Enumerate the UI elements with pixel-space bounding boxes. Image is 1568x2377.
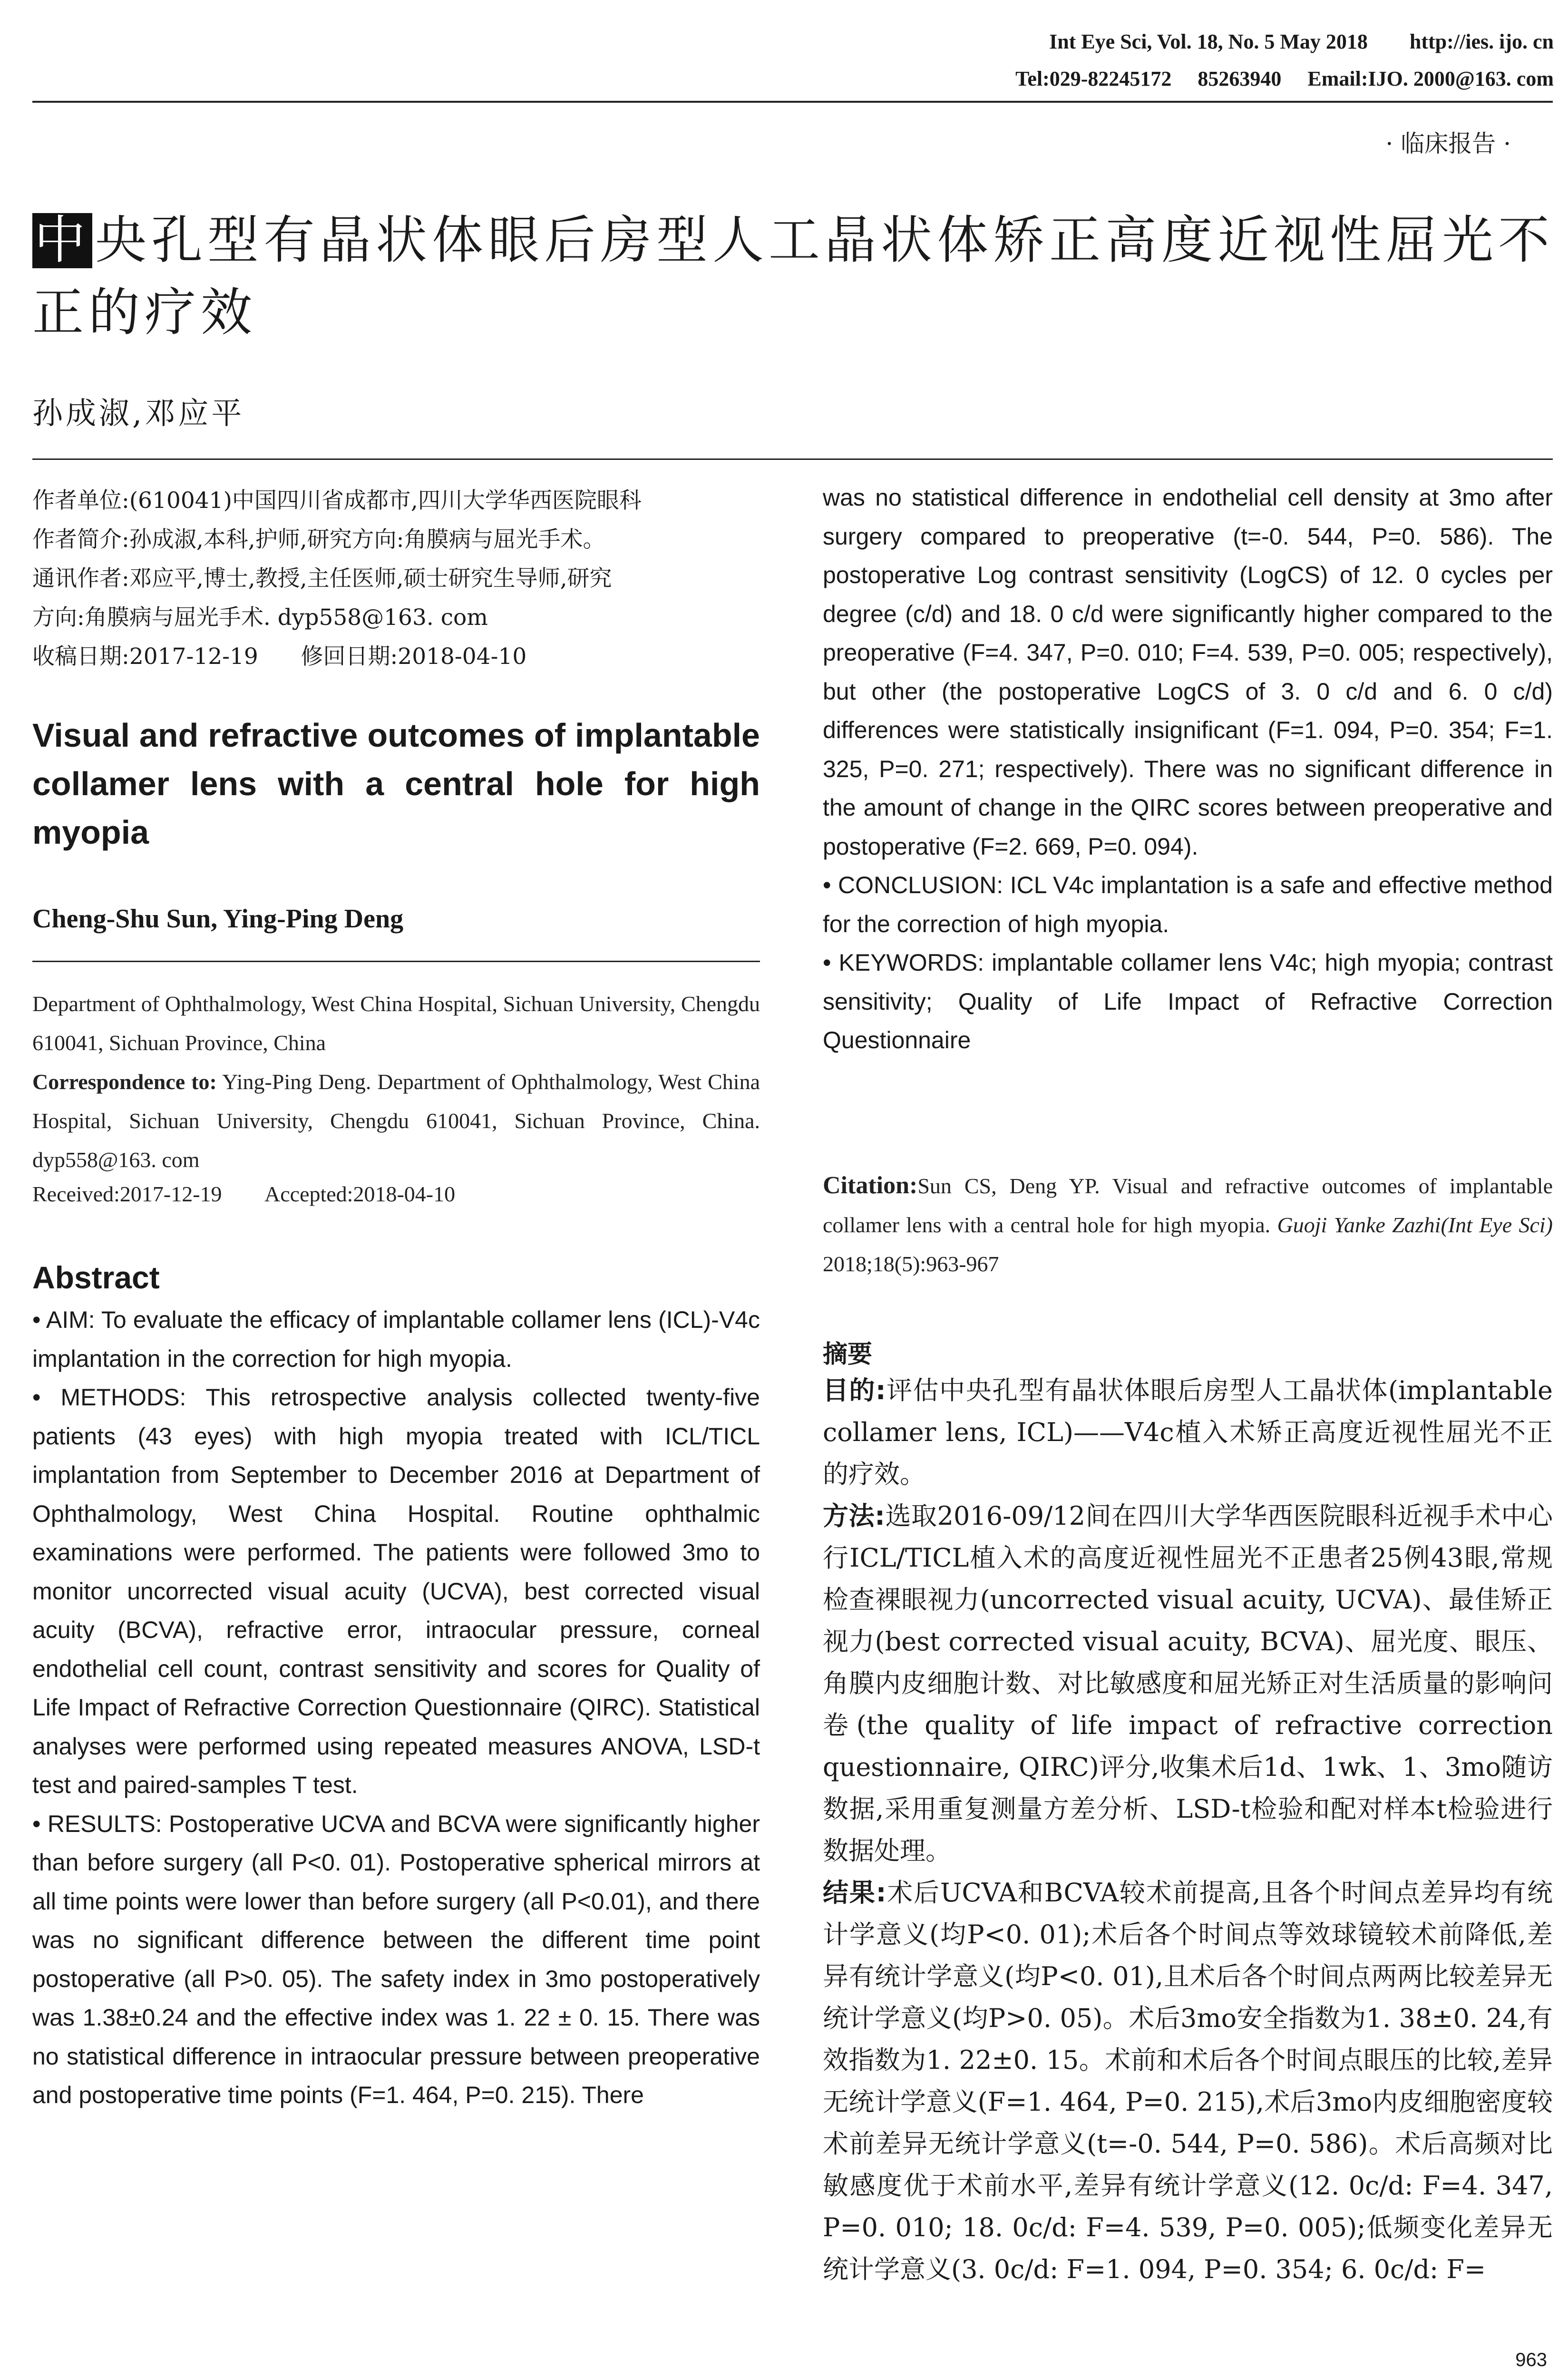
citation	[823, 1166, 1553, 1284]
cn-aim-text: 评估中央孔型有晶状体眼后房型人工晶状体(implantable collamer lens, ICL)——V4c植入术矫正高度近视性屈光不正的疗效。	[823, 1375, 1553, 1489]
article-title-en: Visual and refractive outcomes of implantable collamer lens with a central hole for high myopia	[32, 717, 760, 851]
abstract-body-right	[823, 478, 1553, 1060]
correspondence	[32, 1062, 760, 1179]
department-text: Department of Ophthalmology, West China Hospital, Sichuan University, Chengdu 610041, Sichuan Province, China	[32, 992, 760, 1055]
title-rest: 央孔型有晶状体眼后房型人工晶状体矫正高度近视性屈光不正的疗效	[32, 211, 1555, 342]
cn-aim-label: 目的:	[823, 1375, 886, 1405]
affiliation-line: 收稿日期:2017-12-19 修回日期:2018-04-10	[32, 643, 527, 670]
header-rule	[32, 101, 1553, 103]
cn-aim	[823, 1370, 1553, 1495]
page-number: 963	[1515, 2349, 1547, 2370]
article-title-cn	[32, 205, 1564, 349]
abstract-results: • RESULTS: Postoperative UCVA and BCVA were significantly higher than before surgery (all P<0. 01). Postoperative spherical mirrors at all time points were lower than before surgery (all P<0.01), and there was no significant difference between the different time point postoperative (all P>0. 05). The safety index in 3mo postoperatively was 1.38±0.24 and the effective index was 1. 22 ± 0. 15. There was no statistical difference in intraocular pressure between preoperative and postoperative time points (F=1. 464, P=0. 215). There	[32, 1810, 760, 2108]
abstract-methods: • METHODS: This retrospective analysis collected twenty-five patients (43 eyes) with high myopia treated with ICL/TICL implantation from September to December 2016 at Department of Ophthalmology, West China Hospital. Routine ophthalmic examinations were performed. The patients were followed 3mo to monitor uncorrected visual acuity (UCVA), best corrected visual acuity (BCVA), refractive error, intraocular pressure, corneal endothelial cell count, contrast sensitivity and scores for Quality of Life Impact of Refractive Correction Questionnaire (QIRC). Statistical analyses were performed using repeated measures ANOVA, LSD-t test and paired-samples T test.	[32, 1384, 760, 1798]
journal-header-line: Int Eye Sci, Vol. 18, No. 5 May 2018 http://ies. ijo. cn	[1049, 30, 1554, 53]
title-rule	[32, 458, 1553, 460]
authors-rule	[32, 961, 760, 962]
abstract-aim: • AIM: To evaluate the efficacy of implantable collamer lens (ICL)-V4c implantation in the correction for high myopia.	[32, 1306, 760, 1372]
affiliation-line: 作者简介:孙成淑,本科,护师,研究方向:角膜病与屈光手术。	[32, 526, 605, 553]
correspondence-text: Ying-Ping Deng. Department of Ophthalmology, West China Hospital, Sichuan University, Chengdu 610041, Sichuan Province, China. dyp558@163. com	[32, 1070, 760, 1172]
title-drop-char: 中	[32, 213, 92, 268]
received-dates: Received:2017-12-19 Accepted:2018-04-10	[32, 1182, 456, 1206]
abstract-keywords: • KEYWORDS: implantable collamer lens V4c; high myopia; contrast sensitivity; Quality of Life Impact of Refractive Correction Questionnaire	[823, 949, 1553, 1053]
abstract-body-cn	[823, 1370, 1553, 2290]
citation-ref: 2018;18(5):963-967	[823, 1252, 999, 1276]
citation-journal: Guoji Yanke Zazhi(Int Eye Sci)	[1277, 1213, 1553, 1237]
abstract-results-continued: was no statistical difference in endothelial cell density at 3mo after surgery compared to preoperative (t=-0. 544, P=0. 586). The postoperative Log contrast sensitivity (LogCS) of 12. 0 cycles per degree (c/d) and 18. 0 c/d were significantly higher compared to the preoperative (F=4. 347, P=0. 010; F=4. 539, P=0. 005; respectively), but other (the postoperative LogCS of 3. 0 c/d and 6. 0 c/d) differences were statistically insignificant (F=1. 094, P=0. 354; F=1. 325, P=0. 271; respectively). There was no significant difference in the amount of change in the QIRC scores between preoperative and postoperative (F=2. 669, P=0. 094).	[823, 484, 1553, 860]
cn-results-text: 术后UCVA和BCVA较术前提高,且各个时间点差异均有统计学意义(均P<0. 01);术后各个时间点等效球镜较术前降低,差异有统计学意义(均P<0. 01),且术后各个时间点两两比较差异无统计学意义(均P>0. 05)。术后3mo安全指数为1. 38±0. 24,有效指数为1. 22±0. 15。术前和术后各个时间点眼压的比较,差异无统计学意义(F=1. 464, P=0. 215),术后3mo内皮细胞密度较术前差异无统计学意义(t=-0. 544, P=0. 586)。术后高频对比敏感度优于术前水平,差异有统计学意义(12. 0c/d: F=4. 347, P=0. 010; 18. 0c/d: F=4. 539, P=0. 005);低频变化差异无统计学意义(3. 0c/d: F=1. 094, P=0. 354; 6. 0c/d: F=	[823, 1878, 1553, 2284]
abstract-body-left	[32, 1301, 760, 2115]
citation-text: Sun CS, Deng YP. Visual and refractive outcomes of implantable collamer lens with a central hole for high myopia.	[823, 1174, 1553, 1237]
affiliation-line: 通讯作者:邓应平,博士,教授,主任医师,硕士研究生导师,研究	[32, 565, 612, 592]
abstract-heading: Abstract	[32, 1260, 160, 1295]
section-label: · 临床报告 ·	[1385, 130, 1511, 157]
cn-results-label: 结果:	[823, 1878, 886, 1908]
authors-en: Cheng-Shu Sun, Ying-Ping Deng	[32, 904, 404, 934]
abstract-heading-cn: 摘要	[823, 1340, 873, 1369]
cn-methods-label: 方法:	[823, 1501, 885, 1531]
affiliation-en	[32, 984, 760, 1179]
authors-cn: 孙成淑,邓应平	[32, 396, 245, 431]
abstract-conclusion: • CONCLUSION: ICL V4c implantation is a safe and effective method for the correction of high myopia.	[823, 872, 1553, 937]
contact-header-line: Tel:029-82245172 85263940 Email:IJO. 2000@163. com	[1015, 67, 1554, 90]
affiliation-line: 方向:角膜病与屈光手术. dyp558@163. com	[32, 604, 488, 631]
affiliation-line: 作者单位:(610041)中国四川省成都市,四川大学华西医院眼科	[32, 487, 642, 514]
cn-results	[823, 1872, 1553, 2290]
cn-methods	[823, 1495, 1553, 1872]
correspondence-label: Correspondence to:	[32, 1070, 217, 1094]
citation-label: Citation:	[823, 1172, 918, 1199]
affiliation-cn	[32, 481, 760, 676]
cn-methods-text: 选取2016-09/12间在四川大学华西医院眼科近视手术中心行ICL/TICL植入术的高度近视性屈光不正患者25例43眼,常规检查裸眼视力(uncorrected visual acuity, UCVA)、最佳矫正视力(best corrected visual acuity, BCVA)、屈光度、眼压、角膜内皮细胞计数、对比敏感度和屈光矫正对生活质量的影响问卷(the quality of life impact of refractive correction questionnaire, QIRC)评分,收集术后1d、1wk、1、3mo随访数据,采用重复测量方差分析、LSD-t检验和配对样本t检验进行数据处理。	[823, 1501, 1553, 1866]
